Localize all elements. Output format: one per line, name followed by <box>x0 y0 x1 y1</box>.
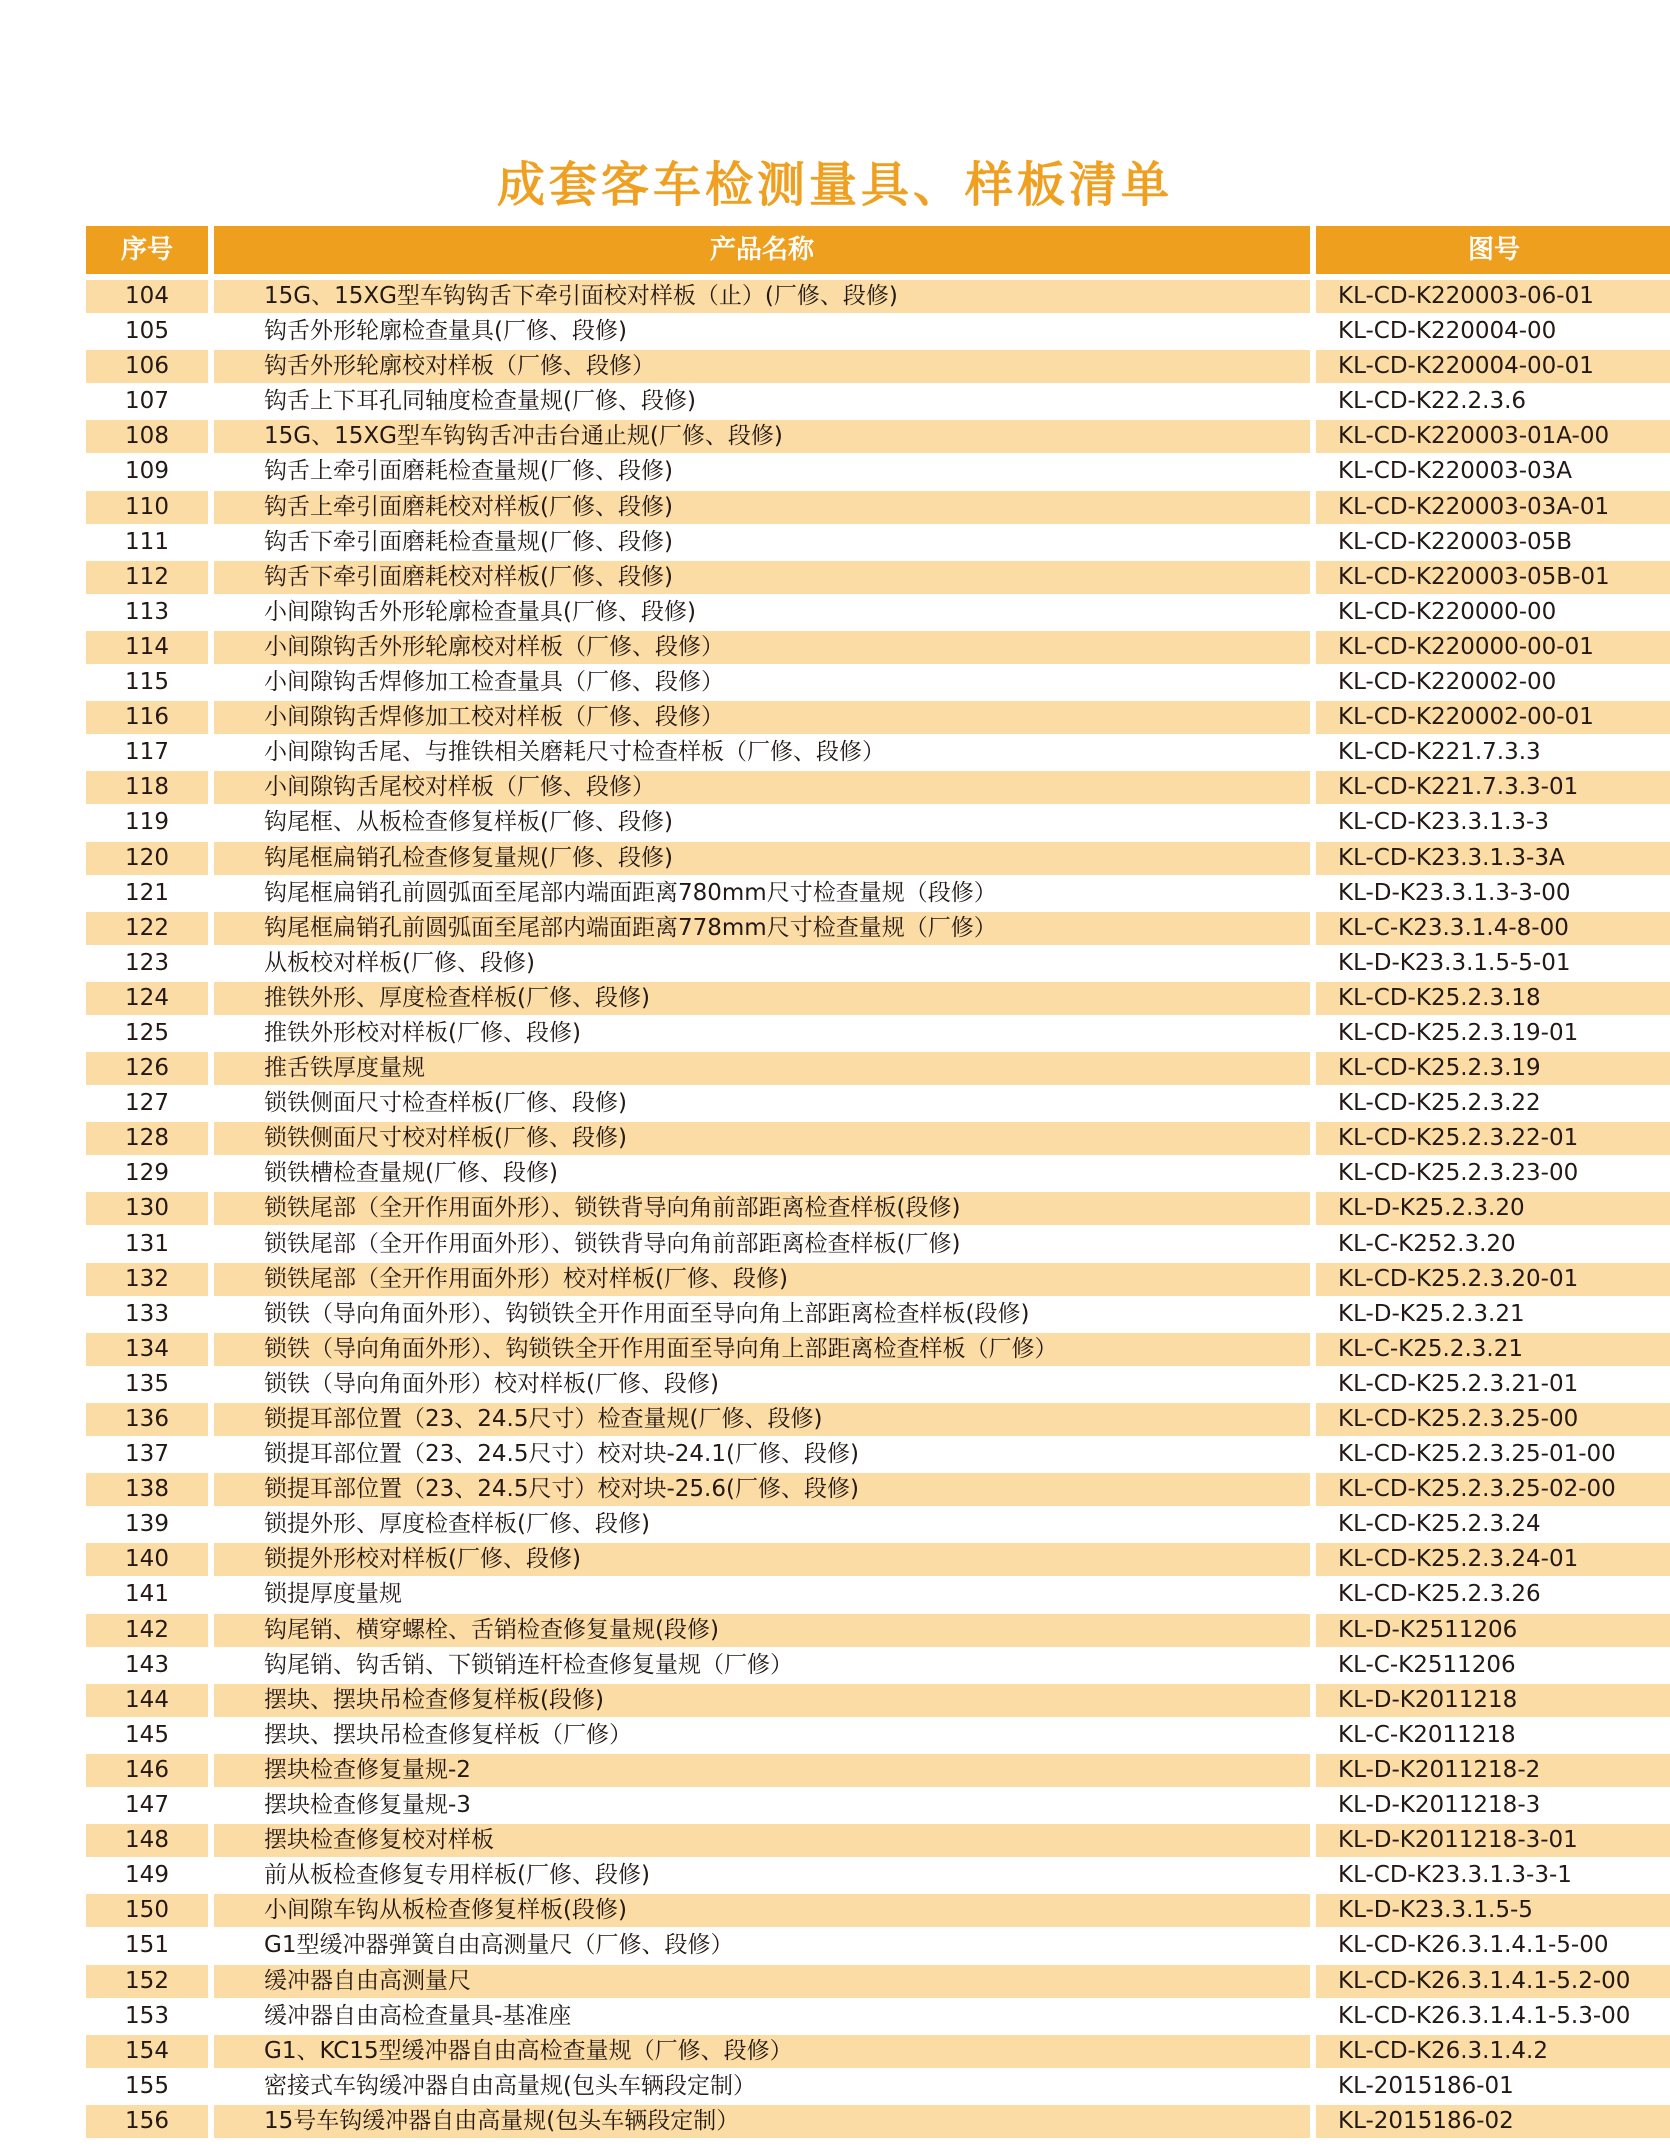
table-row <box>86 1683 1670 1718</box>
cell-no: 148 <box>86 1824 208 1857</box>
cell-drawing: KL-CD-K220004-00-01 <box>1316 350 1670 383</box>
cell-name: 小间隙钩舌焊修加工校对样板（厂修、段修） <box>214 701 1310 734</box>
cell-drawing: KL-CD-K25.2.3.24 <box>1338 1511 1541 1538</box>
cell-drawing: KL-CD-K25.2.3.23-00 <box>1338 1160 1579 1187</box>
cell-name: 钩尾框扁销孔检查修复量规(厂修、段修) <box>214 842 1310 875</box>
cell-no: 104 <box>86 280 208 313</box>
table-row <box>86 454 1670 489</box>
table-row <box>86 946 1670 981</box>
cell-no: 153 <box>125 2002 169 2029</box>
cell-no: 105 <box>125 318 169 345</box>
cell-no: 131 <box>125 1230 169 1257</box>
cell-no: 119 <box>125 809 169 836</box>
cell-no: 150 <box>86 1894 208 1927</box>
cell-name: 小间隙钩舌尾校对样板（厂修、段修） <box>214 771 1310 804</box>
cell-name: 摆块、摆块吊检查修复样板(段修) <box>214 1684 1310 1717</box>
cell-name: G1、KC15型缓冲器自由高检查量规（厂修、段修） <box>214 2035 1310 2068</box>
cell-drawing: KL-CD-K22.2.3.6 <box>1338 388 1527 415</box>
cell-drawing: KL-CD-K26.3.1.4.1-5.2-00 <box>1316 1965 1670 1998</box>
cell-drawing: KL-D-K2011218 <box>1316 1684 1670 1717</box>
table-row <box>86 419 1670 454</box>
cell-name: 摆块检查修复量规-2 <box>214 1754 1310 1787</box>
cell-drawing: KL-CD-K25.2.3.25-02-00 <box>1316 1473 1670 1506</box>
cell-name: 锁提厚度量规 <box>264 1581 402 1608</box>
cell-no: 113 <box>125 598 169 625</box>
cell-name: 钩尾框扁销孔前圆弧面至尾部内端面距离778mm尺寸检查量规（厂修） <box>214 912 1310 945</box>
cell-name: 推舌铁厚度量规 <box>214 1052 1310 1085</box>
cell-name: 小间隙钩舌焊修加工检查量具（厂修、段修） <box>264 669 724 696</box>
cell-no: 137 <box>125 1441 169 1468</box>
header-name: 产品名称 <box>214 226 1310 274</box>
cell-no: 114 <box>86 631 208 664</box>
cell-name: 锁提外形、厚度检查样板(厂修、段修) <box>264 1511 650 1538</box>
cell-drawing: KL-CD-K25.2.3.25-01-00 <box>1338 1441 1616 1468</box>
cell-drawing: KL-C-K23.3.1.4-8-00 <box>1316 912 1670 945</box>
cell-name: 小间隙钩舌尾、与推铁相关磨耗尺寸检查样板（厂修、段修） <box>264 739 885 766</box>
cell-no: 109 <box>125 458 169 485</box>
cell-drawing: KL-CD-K25.2.3.21-01 <box>1338 1370 1579 1397</box>
cell-no: 111 <box>125 528 169 555</box>
cell-name: 摆块、摆块吊检查修复样板（厂修） <box>264 1721 632 1748</box>
header-no: 序号 <box>86 226 208 274</box>
cell-name: 小间隙钩舌外形轮廓校对样板（厂修、段修） <box>214 631 1310 664</box>
cell-name: 钩尾框扁销孔前圆弧面至尾部内端面距离780mm尺寸检查量规（段修） <box>264 879 997 906</box>
cell-drawing: KL-CD-K25.2.3.19 <box>1316 1052 1670 1085</box>
cell-drawing: KL-CD-K221.7.3.3-01 <box>1316 771 1670 804</box>
cell-name: 钩舌上下耳孔同轴度检查量规(厂修、段修) <box>264 388 696 415</box>
cell-no: 152 <box>86 1965 208 1998</box>
page-title: 成套客车检测量具、样板清单 <box>496 157 1173 213</box>
cell-drawing: KL-C-K25.2.3.21 <box>1316 1333 1670 1366</box>
cell-no: 110 <box>86 491 208 524</box>
cell-no: 132 <box>86 1263 208 1296</box>
cell-drawing: KL-CD-K220003-03A-01 <box>1316 491 1670 524</box>
cell-drawing: KL-D-K2511206 <box>1316 1614 1670 1647</box>
cell-no: 155 <box>125 2072 169 2099</box>
table-row <box>86 560 1670 595</box>
cell-drawing: KL-D-K25.2.3.21 <box>1338 1300 1525 1327</box>
cell-drawing: KL-D-K2011218-3-01 <box>1316 1824 1670 1857</box>
table-row <box>86 1718 1670 1753</box>
cell-drawing: KL-CD-K25.2.3.22 <box>1338 1090 1541 1117</box>
cell-no: 112 <box>86 561 208 594</box>
table-row <box>86 1156 1670 1191</box>
cell-name: 锁铁侧面尺寸校对样板(厂修、段修) <box>214 1122 1310 1155</box>
cell-no: 117 <box>125 739 169 766</box>
cell-name: 锁铁尾部（全开作用面外形）、锁铁背导向角前部距离检查样板(厂修) <box>264 1230 961 1257</box>
cell-name: 钩舌下牵引面磨耗校对样板(厂修、段修) <box>214 561 1310 594</box>
cell-drawing: KL-D-K23.3.1.5-5-01 <box>1338 949 1571 976</box>
product-table <box>86 226 1631 2134</box>
table-row <box>86 525 1670 560</box>
cell-drawing: KL-CD-K25.2.3.19-01 <box>1338 1019 1579 1046</box>
table-row <box>86 1999 1670 2034</box>
header-drawing: 图号 <box>1316 226 1670 274</box>
cell-name: 锁提耳部位置（23、24.5尺寸）校对块-25.6(厂修、段修) <box>214 1473 1310 1506</box>
table-row <box>86 2069 1670 2104</box>
cell-no: 151 <box>125 1932 169 1959</box>
cell-drawing: KL-CD-K220000-00 <box>1338 598 1557 625</box>
cell-name: 缓冲器自由高检查量具-基准座 <box>264 2002 572 2029</box>
table-row <box>86 384 1670 419</box>
cell-no: 108 <box>86 420 208 453</box>
table-row <box>86 1191 1670 1226</box>
table-row <box>86 1577 1670 1612</box>
cell-name: 缓冲器自由高测量尺 <box>214 1965 1310 1998</box>
cell-name: 锁提耳部位置（23、24.5尺寸）校对块-24.1(厂修、段修) <box>264 1441 859 1468</box>
cell-drawing: KL-D-K2011218-3 <box>1338 1792 1541 1819</box>
table-row <box>86 1753 1670 1788</box>
cell-no: 116 <box>86 701 208 734</box>
table-row <box>86 1086 1670 1121</box>
table-row <box>86 1507 1670 1542</box>
cell-name: 前从板检查修复专用样板(厂修、段修) <box>264 1862 650 1889</box>
table-row <box>86 1227 1670 1262</box>
cell-drawing: KL-CD-K25.2.3.24-01 <box>1316 1543 1670 1576</box>
cell-no: 139 <box>125 1511 169 1538</box>
cell-name: 锁铁槽检查量规(厂修、段修) <box>264 1160 558 1187</box>
cell-drawing: KL-CD-K220003-01A-00 <box>1316 420 1670 453</box>
cell-drawing: KL-2015186-01 <box>1338 2072 1514 2099</box>
table-row <box>86 1437 1670 1472</box>
cell-no: 140 <box>86 1543 208 1576</box>
cell-name: 锁提外形校对样板(厂修、段修) <box>214 1543 1310 1576</box>
cell-name: G1型缓冲器弹簧自由高测量尺（厂修、段修） <box>264 1932 734 1959</box>
cell-no: 154 <box>86 2035 208 2068</box>
cell-drawing: KL-CD-K26.3.1.4.1-5.3-00 <box>1338 2002 1631 2029</box>
table-row <box>86 1016 1670 1051</box>
table-row <box>86 595 1670 630</box>
cell-no: 128 <box>86 1122 208 1155</box>
cell-drawing: KL-CD-K26.3.1.4.2 <box>1316 2035 1670 2068</box>
table-row <box>86 1613 1670 1648</box>
cell-no: 120 <box>86 842 208 875</box>
cell-name: 钩舌上牵引面磨耗检查量规(厂修、段修) <box>264 458 673 485</box>
cell-name: 摆块检查修复校对样板 <box>214 1824 1310 1857</box>
cell-no: 125 <box>125 1019 169 1046</box>
table-row <box>86 490 1670 525</box>
cell-no: 145 <box>125 1721 169 1748</box>
cell-drawing: KL-CD-K220000-00-01 <box>1316 631 1670 664</box>
cell-no: 122 <box>86 912 208 945</box>
table-row <box>86 2104 1670 2139</box>
cell-drawing: KL-CD-K220003-05B <box>1338 528 1573 555</box>
cell-name: 推铁外形、厚度检查样板(厂修、段修) <box>214 982 1310 1015</box>
cell-name: 锁铁（导向角面外形）、钩锁铁全开作用面至导向角上部距离检查样板（厂修） <box>214 1333 1310 1366</box>
cell-name: 钩舌下牵引面磨耗检查量规(厂修、段修) <box>264 528 673 555</box>
table-row <box>86 2034 1670 2069</box>
cell-no: 141 <box>125 1581 169 1608</box>
cell-name: 锁铁尾部（全开作用面外形）校对样板(厂修、段修) <box>214 1263 1310 1296</box>
cell-drawing: KL-CD-K25.2.3.25-00 <box>1316 1403 1670 1436</box>
table-header <box>86 226 1586 274</box>
table-row <box>86 770 1670 805</box>
cell-name: 锁铁尾部（全开作用面外形）、锁铁背导向角前部距离检查样板(段修) <box>214 1192 1310 1225</box>
cell-name: 15G、15XG型车钩钩舌下牵引面校对样板（止）(厂修、段修) <box>214 280 1310 313</box>
cell-name: 小间隙车钩从板检查修复样板(段修) <box>214 1894 1310 1927</box>
cell-drawing: KL-C-K2011218 <box>1338 1721 1516 1748</box>
cell-name: 钩舌上牵引面磨耗校对样板(厂修、段修) <box>214 491 1310 524</box>
table-row <box>86 630 1670 665</box>
table-row <box>86 1297 1670 1332</box>
cell-no: 127 <box>125 1090 169 1117</box>
cell-name: 从板校对样板(厂修、段修) <box>264 949 535 976</box>
cell-name: 密接式车钩缓冲器自由高量规(包头车辆段定制） <box>264 2072 756 2099</box>
cell-name: 小间隙钩舌外形轮廓检查量具(厂修、段修) <box>264 598 696 625</box>
cell-no: 133 <box>125 1300 169 1327</box>
cell-no: 121 <box>125 879 169 906</box>
cell-no: 144 <box>86 1684 208 1717</box>
cell-drawing: KL-CD-K23.3.1.3-3 <box>1338 809 1549 836</box>
table-row <box>86 279 1670 314</box>
cell-no: 123 <box>125 949 169 976</box>
cell-drawing: KL-C-K252.3.20 <box>1338 1230 1516 1257</box>
cell-no: 156 <box>86 2105 208 2138</box>
cell-no: 135 <box>125 1370 169 1397</box>
cell-drawing: KL-CD-K26.3.1.4.1-5-00 <box>1338 1932 1609 1959</box>
cell-name: 钩舌外形轮廓检查量具(厂修、段修) <box>264 318 627 345</box>
table-row <box>86 1928 1670 1963</box>
cell-no: 124 <box>86 982 208 1015</box>
cell-drawing: KL-CD-K25.2.3.22-01 <box>1316 1122 1670 1155</box>
cell-no: 142 <box>86 1614 208 1647</box>
table-row <box>86 1893 1670 1928</box>
cell-drawing: KL-2015186-02 <box>1316 2105 1670 2138</box>
cell-name: 15号车钩缓冲器自由高量规(包头车辆段定制） <box>214 2105 1310 2138</box>
cell-no: 143 <box>125 1651 169 1678</box>
table-row <box>86 1262 1670 1297</box>
table-row <box>86 1648 1670 1683</box>
cell-no: 115 <box>125 669 169 696</box>
table-row <box>86 805 1670 840</box>
cell-drawing: KL-D-K25.2.3.20 <box>1316 1192 1670 1225</box>
cell-drawing: KL-CD-K25.2.3.18 <box>1316 982 1670 1015</box>
cell-drawing: KL-CD-K25.2.3.20-01 <box>1316 1263 1670 1296</box>
table-row <box>86 665 1670 700</box>
cell-drawing: KL-CD-K220002-00-01 <box>1316 701 1670 734</box>
cell-drawing: KL-D-K23.3.1.3-3-00 <box>1338 879 1571 906</box>
table-row <box>86 1051 1670 1086</box>
table-row <box>86 1788 1670 1823</box>
cell-drawing: KL-D-K2011218-2 <box>1316 1754 1670 1787</box>
cell-drawing: KL-CD-K220003-06-01 <box>1316 280 1670 313</box>
table-row <box>86 981 1670 1016</box>
cell-drawing: KL-CD-K25.2.3.26 <box>1338 1581 1541 1608</box>
cell-drawing: KL-CD-K23.3.1.3-3-1 <box>1338 1862 1572 1889</box>
cell-drawing: KL-C-K2511206 <box>1338 1651 1516 1678</box>
cell-name: 钩尾框、从板检查修复样板(厂修、段修) <box>264 809 673 836</box>
table-row <box>86 735 1670 770</box>
table-row <box>86 1472 1670 1507</box>
cell-no: 118 <box>86 771 208 804</box>
table-row <box>86 911 1670 946</box>
table-row <box>86 1367 1670 1402</box>
cell-name: 钩尾销、横穿螺栓、舌销检查修复量规(段修) <box>214 1614 1310 1647</box>
cell-no: 129 <box>125 1160 169 1187</box>
table-row <box>86 1964 1670 1999</box>
cell-name: 钩尾销、钩舌销、下锁销连杆检查修复量规（厂修） <box>264 1651 793 1678</box>
cell-no: 126 <box>86 1052 208 1085</box>
cell-drawing: KL-CD-K221.7.3.3 <box>1338 739 1541 766</box>
cell-name: 15G、15XG型车钩钩舌冲击台通止规(厂修、段修) <box>214 420 1310 453</box>
cell-name: 摆块检查修复量规-3 <box>264 1792 471 1819</box>
cell-name: 锁铁侧面尺寸检查样板(厂修、段修) <box>264 1090 627 1117</box>
table-row <box>86 349 1670 384</box>
cell-no: 146 <box>86 1754 208 1787</box>
table-body <box>86 279 1670 2139</box>
table-row <box>86 841 1670 876</box>
cell-name: 推铁外形校对样板(厂修、段修) <box>264 1019 581 1046</box>
cell-no: 134 <box>86 1333 208 1366</box>
table-row <box>86 1858 1670 1893</box>
table-row <box>86 1823 1670 1858</box>
cell-drawing: KL-D-K23.3.1.5-5 <box>1316 1894 1670 1927</box>
cell-no: 130 <box>86 1192 208 1225</box>
table-row <box>86 700 1670 735</box>
table-row <box>86 1121 1670 1156</box>
cell-no: 149 <box>125 1862 169 1889</box>
cell-name: 锁铁（导向角面外形）、钩锁铁全开作用面至导向角上部距离检查样板(段修) <box>264 1300 1030 1327</box>
cell-no: 138 <box>86 1473 208 1506</box>
table-row <box>86 1542 1670 1577</box>
cell-name: 锁提耳部位置（23、24.5尺寸）检查量规(厂修、段修) <box>214 1403 1310 1436</box>
table-row <box>86 314 1670 349</box>
cell-no: 147 <box>125 1792 169 1819</box>
cell-no: 106 <box>86 350 208 383</box>
cell-drawing: KL-CD-K220003-03A <box>1338 458 1573 485</box>
cell-drawing: KL-CD-K220004-00 <box>1338 318 1557 345</box>
table-row <box>86 1332 1670 1367</box>
table-row <box>86 1402 1670 1437</box>
cell-name: 钩舌外形轮廓校对样板（厂修、段修） <box>214 350 1310 383</box>
cell-name: 锁铁（导向角面外形）校对样板(厂修、段修) <box>264 1370 719 1397</box>
cell-no: 136 <box>86 1403 208 1436</box>
cell-no: 107 <box>125 388 169 415</box>
cell-drawing: KL-CD-K220002-00 <box>1338 669 1557 696</box>
table-row <box>86 876 1670 911</box>
cell-drawing: KL-CD-K220003-05B-01 <box>1316 561 1670 594</box>
cell-drawing: KL-CD-K23.3.1.3-3A <box>1316 842 1670 875</box>
